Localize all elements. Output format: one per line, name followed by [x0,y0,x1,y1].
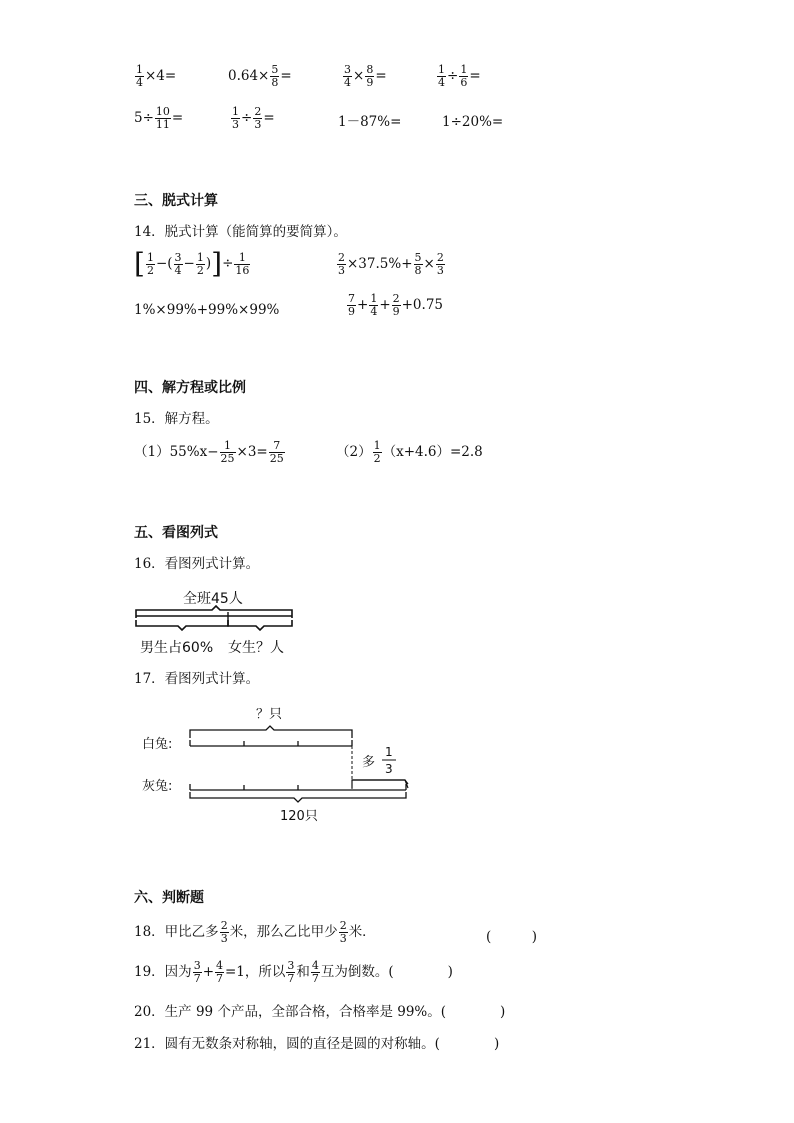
fraction: $\frac{7}{25}$ [269,439,284,465]
brace-grey-bottom [190,792,406,802]
expression-3: 1%×99%+99%×99% [134,302,280,318]
question-18: 18．甲比乙多 $\frac{2}{3}$ 米，那么乙比甲少 $\frac{2}{3}$ 米． [134,919,376,945]
fraction: $\frac{1}{4}$ [438,63,445,89]
expression-1: [ $\frac{1}{2}$ −( $\frac{3}{4}$ − $\frac{1}{2}$ )]÷ $\frac{1}{16}$ [134,247,250,280]
fraction: $\frac{1}{6}$ [460,63,468,89]
diagram-16-right-label: 女生？人 [228,640,284,656]
fraction: $\frac{1}{4}$ [370,292,378,318]
white-rabbit-label: 白兔: [142,737,173,752]
question-19: 19．因为 $\frac{3}{7}$ + $\frac{4}{7}$ =1，所以 $\frac{3}{7}$ 和 $\frac{4}{7}$ 互为倒数。( ) [134,959,453,985]
oral-item-1-2: 0.64× $\frac{5}{8}$ = [228,63,292,89]
fraction: $\frac{2}{3}$ [338,251,345,277]
diagram-17-question-label: ？只 [256,707,283,722]
oral-item-2-3: 1－87%= [338,114,402,130]
diagram-16-left-label: 男生占60% [140,640,214,656]
fraction: $\frac{4}{7}$ [216,959,223,985]
fraction: $\frac{1}{2}$ [196,250,204,277]
diagram-16-top-label: 全班45人 [183,591,243,607]
fraction: $\frac{1}{16}$ [235,250,250,277]
fraction: $\frac{1}{25}$ [220,439,235,465]
question-14: 14．脱式计算（能简算的要简算）。 [134,224,347,240]
question-20: 20．生产 99 个产品，全部合格，合格率是 99%。( ) [134,1004,506,1020]
total-label: 120只 [280,809,318,824]
section-title-3: 三、脱式计算 [134,193,218,209]
expression-4: $\frac{7}{9}$ + $\frac{1}{4}$ + $\frac{2}{9}$ +0.75 [348,292,443,318]
fraction: $\frac{1}{3}$ [232,105,239,131]
oral-item-2-2: $\frac{1}{3}$ ÷ $\frac{2}{3}$ = [232,105,275,131]
brace-left [136,620,228,630]
fraction: $\frac{4}{7}$ [311,959,319,985]
question-15: 15．解方程。 [134,411,219,427]
bracket-left: [ [134,247,145,280]
section-title-5: 五、看图列式 [134,525,218,541]
oral-item-1-3: $\frac{3}{4}$ × $\frac{8}{9}$ = [344,63,387,89]
diagram-17 [140,700,420,830]
expression-2: $\frac{2}{3}$ ×37.5%+ $\frac{5}{8}$ × $\frac{2}{3}$ [338,251,444,277]
fraction: $\frac{2}{9}$ [392,292,400,318]
brace-white-top [190,726,352,738]
fraction: $\frac{5}{8}$ [414,251,422,277]
fraction: $\frac{10}{11}$ [155,105,170,131]
fraction: $\frac{3}{7}$ [287,959,295,985]
oral-item-2-4: 1÷20%= [442,114,504,130]
grey-rabbit-label: 灰兔: [142,779,173,794]
fraction: $\frac{3}{7}$ [193,959,201,985]
question-17: 17．看图列式计算。 [134,671,260,687]
fraction: $\frac{3}{4}$ [174,250,182,277]
equation-2: （2） $\frac{1}{2}$ （x+4.6）=2.8 [336,439,483,465]
fraction: $\frac{3}{4}$ [344,63,351,89]
oral-item-2-1: 5÷ $\frac{10}{11}$ = [134,105,184,131]
brace-right [228,620,292,630]
more-frac-den: 3 [385,762,393,776]
bracket-right: ] [211,247,223,280]
fraction: $\frac{1}{4}$ [136,63,143,89]
fraction: $\frac{2}{3}$ [436,251,444,277]
fraction: $\frac{1}{2}$ [146,250,154,277]
fraction: $\frac{2}{3}$ [254,105,262,131]
diagram-16 [128,580,308,660]
oral-item-1-4: $\frac{1}{4}$ ÷ $\frac{1}{6}$ = [438,63,481,89]
question-16: 16．看图列式计算。 [134,556,260,572]
equation-1: （1）55%x− $\frac{1}{25}$ ×3= $\frac{7}{25}$ [134,439,284,465]
fraction: $\frac{2}{3}$ [220,919,228,945]
question-21: 21．圆有无数条对称轴，圆的直径是圆的对称轴。( ) [134,1036,500,1052]
oral-item-1-1: $\frac{1}{4}$ ×4= [136,63,177,89]
fraction: $\frac{5}{8}$ [271,63,279,89]
more-frac-num: 1 [385,745,393,759]
more-label: 多 [362,755,376,770]
brace-extra [352,780,408,788]
section-title-6: 六、判断题 [134,890,204,906]
fraction: $\frac{8}{9}$ [366,63,374,89]
fraction: $\frac{1}{2}$ [373,439,381,465]
fraction: $\frac{2}{3}$ [339,919,347,945]
fraction: $\frac{7}{9}$ [348,292,355,318]
answer-paren-18[interactable]: ( ) [486,929,538,945]
section-title-4: 四、解方程或比例 [134,380,246,396]
